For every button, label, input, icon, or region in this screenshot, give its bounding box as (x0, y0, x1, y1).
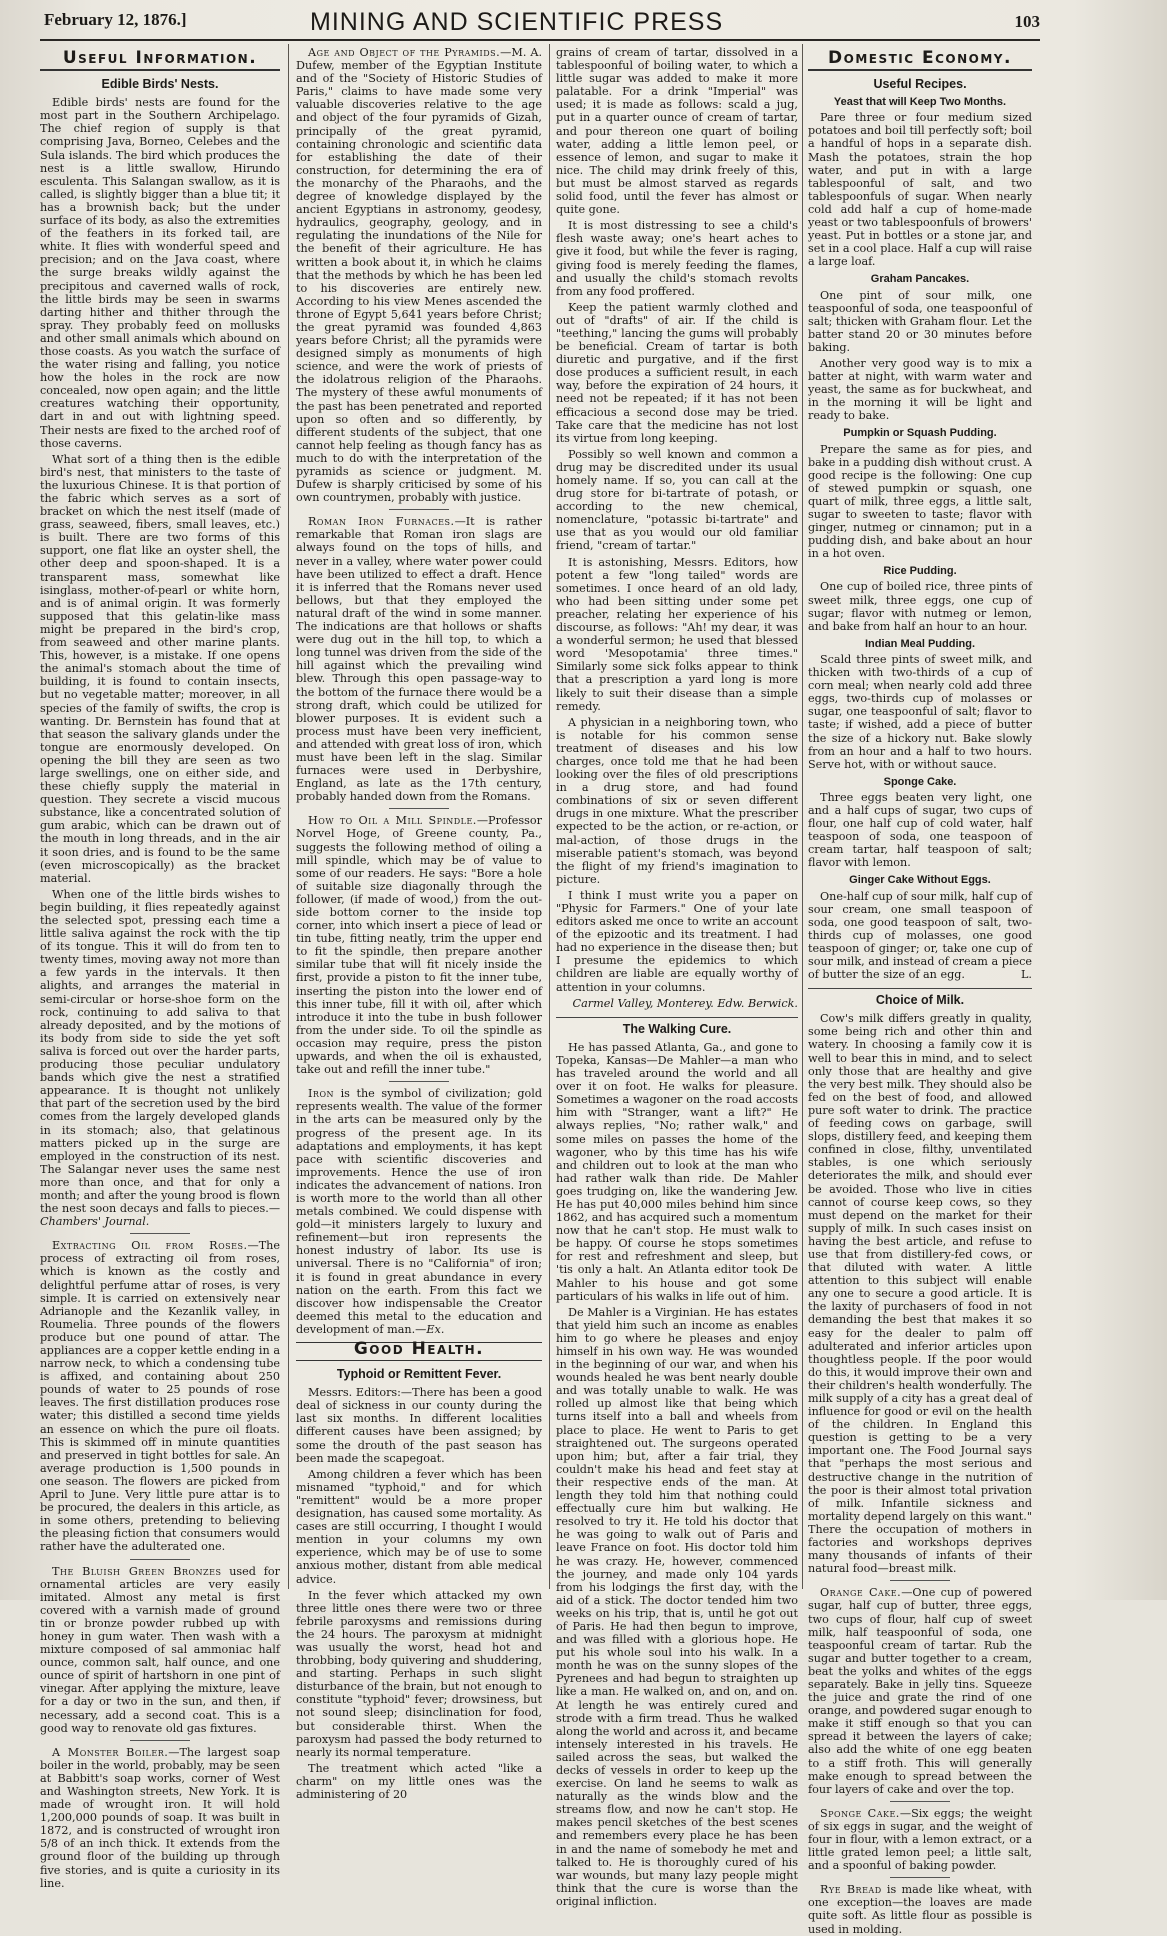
paragraph: Three eggs beaten very light, one and a half cups of sugar, two cups of flour, one half cup of cold water, half teaspoon of soda, one teaspoon of cream tartar, half teaspoon of salt; flavor with lemon. (808, 790, 1032, 870)
letter-signoff: Carmel Valley, Monterey. Edw. Berwick. (572, 996, 798, 1010)
article-title: The Walking Cure. (556, 1017, 798, 1036)
article-title: Typhoid or Remittent Fever. (336, 1367, 502, 1382)
issue-date: February 12, 1876.] (44, 10, 187, 29)
article-lead: Extracting Oil from Roses. (52, 1239, 248, 1253)
paragraph (40, 1239, 280, 1553)
column-divider (288, 44, 289, 1589)
paragraph (40, 1746, 280, 1890)
paragraph-text: used for ornamental articles are very easily imitated. Almost any metal is first covered with a varnish made of ground tin or bronze powder rubbed up with honey in gum water. Then wash with a mixture composed of sal ammoniac half ounce, common salt, half ounce, and one ounce of spirit of hartshorn in one pint of vinegar. After applying the mixture, leave for a day or two in the sun, and then, if necessary, add a second coat. This is a good way to renovate old gas fixtures. (40, 1564, 280, 1735)
divider (890, 1801, 950, 1802)
article-lead: Age and Object of the Pyramids. (308, 46, 501, 59)
citation: —Chambers' Journal. (40, 1202, 280, 1229)
divider (130, 1740, 190, 1741)
paragraph-text: —The process of extracting oil from roses, which is known as the costly and delightful perfume attar of roses, is very simple. It is carried on extensively near Adrianople and the Kezanlik valley, in Roumelia. Three pounds of the flowers produce but one pound of attar. The appliances are a copper kettle ending in a narrow neck, to which a condensing tube is affixed, and containing about 250 pounds of water to 25 pounds of rose leaves. The first distillation produces rose water; this distilled a second time yields an essence on which the pure oil floats. This is skimmed off in minute quantities and preserved in tight bottles for sale. An average production is 1,500 pounds in one season. The flowers are picked from April to June. Very little pure attar is to be procured, the dealers in this article, as in some others, pretending to believing the pleasing fiction that consumers would rather have the adulterated one. (40, 1239, 280, 1554)
article-title: Edible Birds' Nests. (101, 77, 219, 92)
masthead (40, 6, 1040, 42)
paragraph: In the fever which attacked my own three little ones there were two or three febrile paroxysms and remissions during the 24 hours. The paroxysm at midnight was usually the worst, head hot and throbbing, body quivering and shuddering, and starting. Perhaps in such slight disturbance of the brain, but not enough to constitute "typhoid" fever; drowsiness, but not sound sleep; disinclination for food, but considerable thirst. When the paroxysm had passed the body returned to nearly its normal temperature. (296, 1588, 542, 1759)
article-lead: Sponge Cake. (820, 1806, 900, 1820)
article-lead: The Bluish Green Bronzes (52, 1564, 222, 1578)
column-1 (40, 46, 281, 1890)
paragraph: A physician in a neighboring town, who is notable for his common sense treatment of diseases and his low charges, once told me that he had been looking over the files of old prescriptions in a drug store, and had found combinations of six or seven different drugs in one mixture. What the prescriber expected to be the action, or re-action, or mal-action, of those drugs in the miserable patient's stomach, was beyond the flight of my friend's imagination to picture. (556, 715, 798, 886)
paragraph (40, 1565, 280, 1735)
paragraph-text: —Six eggs; the weight of six eggs in sugar, and the weight of four in flour, with a lemon extract, or a little grated lemon peel; a little salt, and a spoonful of baking powder. (808, 1806, 1032, 1873)
paragraph (808, 1586, 1032, 1796)
paragraph-text: One-half cup of sour milk, half cup of sour cream, one small teaspoon of soda, one good teaspoon of salt, two-thirds cup of molasses, one good teaspoon of ginger; or, take one cup of sour milk, and instead of cream a piece of butter the size of an egg. (808, 889, 1032, 982)
paragraph: I think I must write you a paper on "Physic for Farmers." One of your late editors asked me once to write an account of the epizootic and its treatment. I had had no experience in the disease then; but I presume the epidemics to which children are liable are equally worthy of attention in your columns. (556, 888, 798, 994)
column-4 (808, 46, 1032, 1936)
paragraph: Cow's milk differs greatly in quality, some being rich and other thin and watery. In choosing a family cow it is well to bear this in mind, and to select only those that are healthy and give the very best milk. They should also be fed on the best of food, and allowed pure soft water to drink. The practice of feeding cows on garbage, swill slops, distillery feed, and keeping them confined in close, filthy, unventilated stables, is one which seriously deteriorates the milk, and should ever be avoided. Those who live in cities cannot of course keep cows, so they must depend on the market for their supply of milk. In such cases insist on having the best article, and refuse to use that from distillery-fed cows, or that diluted with water. A little attention to this subject will enable any one to secure a good article. It is the laxity of purchasers of food in not demanding the best that makes it so easy for the dealer to palm off adulterated and inferior articles upon thoughtless people. If the poor would do this, it would improve their own and their children's health wonderfully. The milk supply of a city has a great deal of influence for good or evil on the health of the children. In England this question is getting to be a very important one. The Food Journal says that "perhaps the most serious and destructive change in the nutrition of the poor is their almost total privation of milk. Infantile sickness and mortality depend largely on this want." There the occupation of mothers in factories and workshops deprives many thousands of infants of their natural food—breast milk. (808, 1012, 1032, 1576)
column-divider (802, 44, 803, 1589)
column-divider (549, 44, 550, 1589)
paragraph (808, 890, 1032, 982)
article-lead: How to Oil a Mill Spindle. (308, 814, 477, 828)
paragraph: grains of cream of tartar, dissolved in a tablespoonful of boiling water, to which a little sugar was added to make it more palatable. For a drink "Imperial" was used; it is made as follows: scald a jug, put in a quarter ounce of cream of tartar, and pour thereon one quart of boiling water, adding a little lemon peel, or essence of lemon, and sugar to make it nice. The child may drink freely of this, but must be almost starved as regards solid food, until the fever has almost or quite gone. (556, 46, 798, 217)
section-title-good-health: Good Health. (296, 1342, 542, 1361)
paragraph: Among children a fever which has been misnamed "typhoid," and for which "remittent" would be a more proper designation, has caused some mortality. As cases are still occurring, I thought I would mention in your columns my own experience, which may be of use to some anxious mother, distant from able medical advice. (296, 1467, 542, 1586)
page-number: 103 (1014, 12, 1040, 31)
section-title-useful-information: Useful Information. (40, 52, 280, 71)
divider (389, 509, 449, 510)
paragraph: Scald three pints of sweet milk, and thicken with two-thirds of a cup of corn meal; when nearly cold add three eggs, two-thirds cup of molasses or sugar, one teaspoonful of salt; flavor to taste; if wished, add a piece of butter the size of a hickory nut. Bake slowly from an hour and a half to two hours. Serve hot, with or without sauce. (808, 652, 1032, 771)
section-title-domestic-economy: Domestic Economy. (808, 52, 1032, 71)
article-title: Choice of Milk. (808, 988, 1032, 1007)
paragraph: Pare three or four medium sized potatoes and boil till perfectly soft; boil a handful of hops in a separate dish. Mash the potatoes, strain the hop water, and put in with a large tablespoonful of salt, and two tablespoonfuls of sugar. When nearly cold add half a cup of home-made yeast or two tablespoonfuls of browers' yeast. Put in bottles or a stone jar, and set in a cool place. Half a cup will raise a large loaf. (808, 111, 1032, 269)
citation: —Ex. (415, 1322, 445, 1336)
article-lead: Roman Iron Furnaces. (308, 515, 455, 529)
paragraph: What sort of a thing then is the edible bird's nest, that ministers to the taste of the luxurious Chinese. It is that portion of the fabric which serves as a sort of bracket on which the nest itself (made of grass, seaweed, fibers, small leaves, etc.) is built. There are two forms of this support, one flat like an oyster shell, the other deep and spoon-shaped. It is a transparent mass, somewhat like isinglass, mother-of-pearl or white horn, and is of animal origin. It was formerly supposed that this gelatin-like mass might be prepared in the bird's crop, from seaweed and other marine plants. This, however, is a mistake. If one opens the animal's stomach about the time of building, it is found to contain insects, but no vegetable matter; moreover, in all species of the family of swifts, the crop is wanting. Dr. Bernstein has found that at that season the salivary glands under the tongue are enormously developed. On opening the bill they are seen as two large swellings, one on either side, and these chiefly supply the material in question. They secrete a viscid mucous substance, like a concentrated solution of gum arabic, which can be drawn out of the mouth in long threads, and in the air it soon dries, and is found to be the same (even microscopically) as the bracket material. (40, 452, 280, 885)
paragraph: One pint of sour milk, one teaspoonful of soda, one teaspoonful of salt; thicken with Graham flour. Let the batter stand 20 or 30 minutes before baking. (808, 288, 1032, 354)
divider (130, 1559, 190, 1560)
article-lead: Iron (308, 1087, 335, 1101)
recipe-title: Yeast that will Keep Two Months. (833, 96, 1007, 109)
paragraph: Messrs. Editors:—There has been a good deal of sickness in our county during the last six months. In different localities different causes have been assigned; by some the drouth of the past season has been made the scapegoat. (296, 1386, 542, 1465)
recipe-signature: L. (1021, 968, 1032, 982)
paragraph-text: is made like wheat, with one exception—the loaves are made quite soft. As little flour as possible is used in molding. (808, 1883, 1032, 1936)
divider (130, 1233, 190, 1234)
recipe-title: Pumpkin or Squash Pudding. (843, 427, 997, 440)
paragraph (40, 888, 280, 1228)
paragraph (296, 814, 542, 1076)
paragraph (296, 1087, 542, 1336)
paragraph: It is most distressing to see a child's flesh waste away; one's heart aches to give it food, but while the fever is raging, giving food is merely feeding the flames, and usually the child's stomach revolts from any food proffered. (556, 219, 798, 298)
paragraph-text: —Professor Norvel Hoge, of Greene county, Pa., suggests the following method of oiling a mill spindle, which may be of value to some of our readers. He says: "Bore a hole of suitable size diagonally through the follower, (if made of wood,) from the out-side bottom corner to the inside top corner, into which insert a piece of lead or tin tube, fitting neatly, trim the upper end to fit the spindle, then prepare another similar tube that will fit nicely inside the first, provide a piston to fit the inner tube, inserting the piston into the lower end of this inner tube, fill it with oil, after which introduce it into the tube in bush follower from the under side. To oil the spindle as occasion may require, press the piston upwards, and when the oil is exhausted, take out and refill the inner tube." (296, 814, 542, 1077)
paragraph: Keep the patient warmly clothed and out of "drafts" of air. If the child is "teething," lancing the gums will probably be beneficial. Cream of tartar is both diuretic and purgative, and if the first dose produces a sufficient result, in each way, before the expiration of 24 hours, it need not be repeated; if it has not been efficacious a second dose may be tried. Take care that the medicine has not lost its virtue from long keeping. (556, 300, 798, 445)
paragraph: Another very good way is to mix a batter at night, with warm water and yeast, the same as for buckwheat, and in the morning it will be light and ready to bake. (808, 356, 1032, 423)
divider (890, 1877, 950, 1878)
paragraph-text: When one of the little birds wishes to begin building, it flies repeatedly against the selected spot, pressing each time a little saliva against the rock with the tip of its tongue. This it will do from ten to twenty times, moving away not more than a few yards in the intervals. It then alights, and arranges the material in semi-circular or horse-shoe form on the rock, continuing to add saliva to that already deposited, and by the motions of its body from side to side the yet soft saliva is forced out over the harder parts, producing those peculiar undulatory bands which give the nest a stratified appearance. It is thought not unlikely that part of the secretion used by the bird comes from the largely developed glands in its stomach; also, that gelatinous matters picked up in the surge are employed in the construction of its nest. The Salangar never uses the same nest more than once, and that for only a month; and after the young brood is flown the nest soon decays and falls to pieces. (40, 887, 280, 1216)
subsection-title: Useful Recipes. (873, 77, 967, 92)
paragraph: It is astonishing, Messrs. Editors, how potent a few "long tailed" words are sometimes. I once heard of an old lady, who had been sitting under some pet preacher, relating her experience of his discourse, as follows: "Ah! my dear, it was a wonderful sermon; he used that blessed word 'Mesopotamia' three times." Similarly some sick folks appear to think that a prescription a yard long is more likely to suit their disease than a simple remedy. (556, 555, 798, 713)
paragraph-text: is the symbol of civilization; gold represents wealth. The value of the former in the arts can be measured only by the progress of the present age. In its adaptations and employments, it has kept pace with scientific discoveries and improvements. Hence the use of iron indicates the advancement of nations. Iron is worth more to the world than all other metals combined. We could dispense with gold—it ministers largely to luxury and refinement—but iron represents the honest industry of labor. Its use is universal. There is no "California" of iron; it is found in great abundance in every nation on the earth. From this fact we discover how indispensable the Creator deemed this metal to the education and development of man. (296, 1087, 542, 1336)
article-lead: A Monster Boiler. (52, 1745, 169, 1759)
paragraph (808, 1883, 1032, 1935)
paragraph: Possibly so well known and common a drug may be discredited under its usual homely name. If so, you can call at the drug store for bi-tartrate of potash, or according to the new chemical, nomenclature, "potassic bi-tartrate" and use that as you would our old familiar friend, "cream of tartar." (556, 447, 798, 553)
divider (890, 1580, 950, 1581)
column-2 (296, 46, 542, 1801)
article-lead: Orange Cake. (820, 1586, 902, 1600)
paragraph-text: —One cup of powered sugar, half cup of butter, three eggs, two cups of flour, half cup of sweet milk, half teaspoonful of soda, one teaspoonful cream of tartar. Rub the sugar and butter together to a cream, beat the yolks and whites of the eggs separately. Bake in jelly tins. Squeeze the juice and grate the rind of one orange, and powdered sugar enough to make it stiff enough so that you can spread it between the layers of cake; also add the white of one egg beaten to a stiff froth. This will generally make enough to spread between the four layers of cake and over the top. (808, 1586, 1032, 1796)
recipe-title: Indian Meal Pudding. (865, 637, 975, 650)
paragraph: Edible birds' nests are found for the most part in the Southern Archipelago. The chief region of supply is that comprising Java, Borneo, Celebes and the Sula islands. The bird which produces the nest is a little swallow, Hirundo esculenta. This Salangan swallow, as it is called, is slightly bigger than a blue tit; it has a brownish back; but the under surface of its body, as also the extremities of the feathers in its forked tail, are white. It flies with wonderful speed and precision; and on the Java coast, where the surge breaks wildly against the precipitous and caverned walls of rock, the little birds may be seen in swarms darting hither and thither through the spray. They probably feed on mollusks and other small animals which abound on those coasts. As you watch the surface of the water rising and falling, you notice how the holes in the rock are now concealed, now open again; and the little creatures watching their opportunity, dart in and out with lightning speed. Their nests are fixed to the arched roof of those caverns. (40, 96, 280, 450)
paragraph: Prepare the same as for pies, and bake in a pudding dish without crust. A good recipe is the following: One cup of stewed pumpkin or squash, one quart of milk, three eggs, a little salt, sugar to sweeten to taste; flavor with ginger, nutmeg or cinnamon; put in a pudding dish, and bake about an hour in a hot oven. (808, 442, 1032, 561)
paragraph: He has passed Atlanta, Ga., and gone to Topeka, Kansas—De Mahler—a man who has traveled around the world and all over it on foot. He walks for pleasure. Sometimes a wagoner on the road accosts him with "Stranger, want a lift?" He always replies, "No; rather walk," and some miles on passes the home of the wagoner, who by this time has his wife and children out to look at the man who had rather walk than ride. De Mahler goes trudging on, like the wandering Jew. He has put 40,000 miles behind him since 1862, and has acquired such a momentum now that he can't stop. He must walk to be happy. Of course he stops sometimes for rest and refreshment and sleep, but 'tis only a halt. An Atlanta editor took De Mahler to his house and got some particulars of his walks in life out of him. (556, 1040, 798, 1303)
paragraph: One cup of boiled rice, three pints of sweet milk, three eggs, one cup of sugar; flavor with nutmeg or lemon, and bake from half an hour to an hour. (808, 580, 1032, 633)
paragraph (296, 515, 542, 803)
publication-title: MINING AND SCIENTIFIC PRESS (310, 8, 724, 36)
column-3 (556, 46, 798, 1908)
recipe-title: Sponge Cake. (883, 775, 957, 788)
divider (389, 808, 449, 809)
paragraph-text: —The largest soap boiler in the world, probably, may be seen at Babbitt's soap works, corner of West and Washington streets, New York. It is made of wrought iron. It will hold 1,200,000 pounds of soap. It was built in 1872, and is constructed of wrought iron 5/8 of an inch thick. It extends from the ground floor of the building up through five stories, and is quite a curiosity in its line. (40, 1745, 281, 1890)
paragraph (808, 1807, 1032, 1872)
article-lead: Rye Bread (820, 1883, 882, 1897)
recipe-title: Rice Pudding. (883, 565, 957, 578)
paragraph (296, 46, 542, 504)
recipe-title: Graham Pancakes. (870, 273, 970, 286)
divider (389, 1081, 449, 1082)
paragraph: The treatment which acted "like a charm" on my little ones was the administering of 20 (296, 1761, 542, 1801)
masthead-rule (40, 39, 1040, 41)
recipe-title: Ginger Cake Without Eggs. (849, 874, 991, 887)
paragraph-text: —It is rather remarkable that Roman iron slags are always found on the tops of hills, and never in a valley, where water power could have been utilized to effect a draft. Hence it is inferred that the Romans never used bellows, but that they employed the natural draft of the wind in some manner. The indications are that hollows or shafts were dug out in the hill top, to which a long tunnel was driven from the side of the hill against which the prevailing wind blew. Through this open passage-way to the bottom of the furnace there would be a strong draft, which could be utilized for blower purposes. It is evident such a process must have been very inefficient, and attended with great loss of iron, which must have been left in the slag. Similar furnaces were used in Derbyshire, England, as late as the 17th century, probably handed down from the Romans. (296, 515, 542, 804)
paragraph: De Mahler is a Virginian. He has estates that yield him such an income as enables him to go where he pleases and enjoy himself in his own way. He was wounded in the beginning of our war, and when his wounds healed he was bent nearly double and was totally unable to walk. He was rolled up almost like that being which turns itself into a ball and wheels from place to place. He went to Paris to get straightened out. The surgeons operated upon him; but, after a fair trial, they couldn't make his head and feet stay at their respective ends of the man. At length they told him that nothing could effectually cure him but walking. He resolved to try it. He told his doctor that he was going to walk out of Paris and leave France on foot. His doctor told him he was crazy. He, however, commenced the journey, and made only 104 yards from his lodgings the first day, with the aid of a stick. The doctor tended him two weeks on his trip, that is, until he got out of Paris. He had then begun to improve, and was filled with a glorious hope. He put his whole soul into his walk. In a month he was on the sunny slopes of the Pyrenees and had begun to straighten up like a man. He walked on, and on, and on. At length he was entirely cured and strode with a firm tread. Thus he walked along the world and across it, and became intensely interested in his travels. He sailed across the seas, but walked the decks of vessels in order to keep up the exercise. On land he seems to walk as naturally as the winds blow and the streams flow, and now he can't stop. He makes pencil sketches of the best scenes and remembers every place he has been in and the name of somebody he met and talked to. He is thoroughly cured of his war wounds, but many lazy people might think that the cure is worse than the original infliction. (556, 1305, 798, 1908)
paragraph-text: —M. A. Dufew, member of the Egyptian Institute and of the "Society of Historic Studies of Paris," claims to have made some very valuable discoveries relative to the age and object of the four pyramids of Gizah, principally of the great pyramid, containing chronologic and scientific data for establishing the date of their construction, for determining the era of the monarchy of the Pharaohs, and the degree of knowledge displayed by the ancient Egyptians in astronomy, geodesy, hydraulics, geography, geology, and in regulating the inundations of the Nile for the benefit of their agriculture. He has written a book about it, in which he claims that the methods by which he has been led to his discoveries are entirely new. According to his view Menes ascended the throne of Egypt 5,641 years before Christ; the great pyramid was founded 4,863 years before Christ; all the pyramids were designed simply as monuments of high science, and were the work of priests of the idolatrous religion of the Pharaohs. The mystery of these awful monuments of the past has been penetrated and reported upon so often and so differently, by different students of the subject, that one cannot help feeling as though fancy has as much to do with the interpretation of the pyramids as science or judgment. M. Dufew is sharply criticised by some of his own countrymen, probably with justice. (296, 46, 542, 505)
